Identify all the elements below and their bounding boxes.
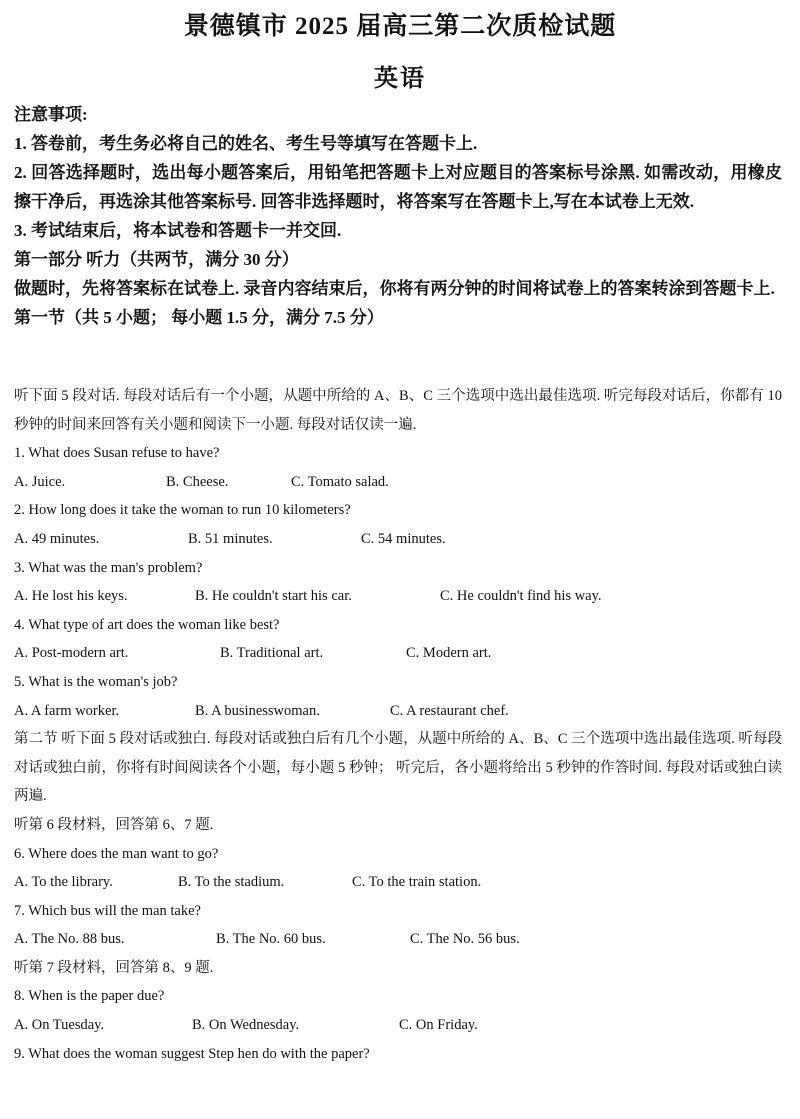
option-c: C. He couldn't find his way.	[440, 588, 602, 605]
option-c: C. On Friday.	[399, 1017, 478, 1034]
part1-heading: 第一部分 听力（共两节，满分 30 分）	[14, 250, 299, 269]
question-3: 3. What was the man's problem?	[14, 559, 203, 576]
option-c: C. The No. 56 bus.	[410, 931, 520, 948]
options-4	[14, 639, 782, 668]
material-6-heading: 听第 6 段材料，回答第 6、7 题.	[14, 816, 214, 833]
notes-item-1: 1. 答卷前，考生务必将自己的姓名、考生号等填写在答题卡上.	[14, 134, 478, 153]
question-7: 7. Which bus will the man take?	[14, 902, 201, 919]
option-a: A. On Tuesday.	[14, 1017, 105, 1034]
exam-title: 景德镇市 2025 届高三第二次质检试题	[183, 13, 617, 40]
option-a: A. Post-modern art.	[14, 645, 129, 662]
option-b: B. He couldn't start his car.	[195, 588, 352, 605]
notes-block	[14, 100, 782, 332]
options-5	[14, 697, 782, 726]
option-b: B. To the stadium.	[178, 874, 285, 891]
options-1	[14, 468, 782, 497]
question-8: 8. When is the paper due?	[14, 988, 165, 1005]
section1-heading: 第一节（共 5 小题； 每小题 1.5 分，满分 7.5 分）	[14, 308, 384, 327]
option-a: A. To the library.	[14, 874, 113, 891]
option-a: A. Juice.	[14, 473, 66, 490]
option-a: A. A farm worker.	[14, 702, 120, 719]
option-c: C. Tomato salad.	[291, 473, 389, 490]
options-2	[14, 525, 782, 554]
option-a: A. 49 minutes.	[14, 530, 100, 547]
options-6	[14, 868, 782, 897]
question-5: 5. What is the woman's job?	[14, 673, 178, 690]
options-3	[14, 582, 782, 611]
questions-block	[14, 382, 782, 1068]
option-c: C. To the train station.	[352, 874, 482, 891]
notes-heading: 注意事项:	[14, 105, 88, 124]
option-c: C. 54 minutes.	[361, 530, 446, 547]
option-a: A. The No. 88 bus.	[14, 931, 125, 948]
option-b: B. On Wednesday.	[192, 1017, 300, 1034]
notes-item-2: 2. 回答选择题时，选出每小题答案后，用铅笔把答题卡上对应题目的答案标号涂黑. 如需改动，用橡皮擦干净后，再选涂其他答案标号. 回答非选择题时，将答案写在答题卡上,写在本试卷上无效.	[14, 163, 782, 211]
question-1: 1. What does Susan refuse to have?	[14, 445, 220, 462]
material-7-heading: 听第 7 段材料，回答第 8、9 题.	[14, 959, 214, 976]
options-7	[14, 925, 782, 954]
section1-instruction: 听下面 5 段对话. 每段对话后有一个小题，从题中所给的 A、B、C 三个选项中选出最佳选项. 听完每段对话后，你都有 10 秒钟的时间来回答有关小题和阅读下一小题. 每段对话仅读一遍.	[14, 388, 782, 433]
question-2: 2. How long does it take the woman to run 10 kilometers?	[14, 502, 351, 519]
question-9: 9. What does the woman suggest Step hen do with the paper?	[14, 1045, 370, 1062]
section2-instruction: 第二节 听下面 5 段对话或独白. 每段对话或独白后有几个小题，从题中所给的 A、B、C 三个选项中选出最佳选项. 听每段对话或独白前，你将有时间阅读各个小题，每小题 5 秒钟； 听完后，各小题将给出 5 秒钟的作答时间. 每段对话或独白读两遍.	[14, 731, 782, 805]
part1-instruction: 做题时，先将答案标在试卷上. 录音内容结束后，你将有两分钟的时间将试卷上的答案转涂到答题卡上.	[14, 279, 775, 298]
option-a: A. He lost his keys.	[14, 588, 128, 605]
option-c: C. A restaurant chef.	[390, 702, 509, 719]
option-b: B. The No. 60 bus.	[216, 931, 326, 948]
question-6: 6. Where does the man want to go?	[14, 845, 219, 862]
option-b: B. 51 minutes.	[188, 530, 273, 547]
exam-subject: 英语	[374, 66, 426, 92]
question-4: 4. What type of art does the woman like best?	[14, 616, 280, 633]
options-8	[14, 1011, 782, 1040]
notes-item-3: 3. 考试结束后，将本试卷和答题卡一并交回.	[14, 221, 342, 240]
option-b: B. Cheese.	[166, 473, 229, 490]
option-b: B. A businesswoman.	[195, 702, 320, 719]
option-c: C. Modern art.	[406, 645, 492, 662]
option-b: B. Traditional art.	[220, 645, 324, 662]
